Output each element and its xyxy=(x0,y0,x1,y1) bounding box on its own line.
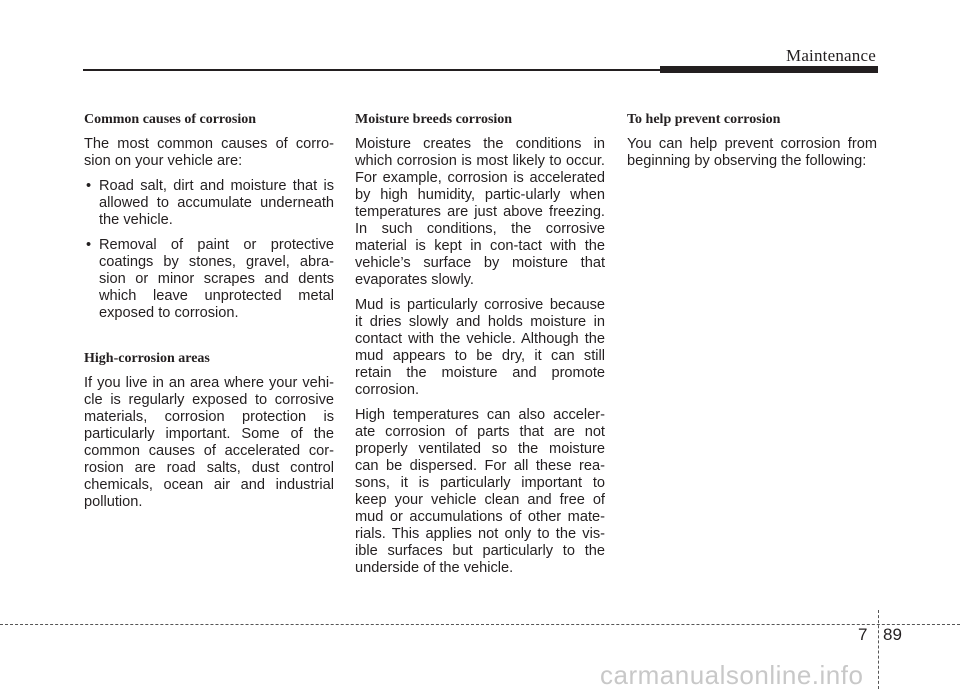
watermark-text: carmanualsonline.info xyxy=(600,660,864,690)
heading-high-corrosion: High-corrosion areas xyxy=(84,351,210,366)
paragraph-temperature: High temperatures can also acceler-ate corrosion of parts that are not properly ventilated so the moisture can be dispersed. For all these rea-sons, it is particularly important to keep your vehicle clean and free of mud or accumulations of other mate-rials. This applies not only to the vis-ible surfaces but particularly to the underside of the vehicle. xyxy=(355,407,605,576)
section-title: Maintenance xyxy=(786,46,876,65)
heading-common-causes: Common causes of corrosion xyxy=(84,112,257,127)
bullet-item xyxy=(84,178,334,229)
spacer xyxy=(84,330,334,350)
footer-rule xyxy=(0,624,960,625)
bullet-item xyxy=(84,237,334,322)
paragraph-high-corrosion: If you live in an area where your vehi-cle is regularly exposed to corrosive materials, corrosion protection is particularly important. Some of the common causes of accelerated cor-rosion are road salts, dust control chemicals, ocean air and industrial pollution. xyxy=(84,375,334,510)
chapter-number: 7 xyxy=(858,625,868,644)
column-left xyxy=(84,111,334,519)
heading-moisture: Moisture breeds corrosion xyxy=(355,112,513,127)
heading-prevent: To help prevent corrosion xyxy=(627,112,781,127)
footer-divider xyxy=(878,610,879,689)
paragraph-intro: The most common causes of corro-sion on your vehicle are: xyxy=(84,136,334,169)
paragraph-moisture: Moisture creates the conditions in which corrosion is most likely to occur. For example, corrosion is accelerated by high humidity, partic-ularly when temperatures are just above freezing. In such conditions, the corrosive material is kept in con-tact with the vehicle’s surface by moisture that evaporates slowly. xyxy=(355,136,605,288)
bullet-text: Road salt, dirt and moisture that is allowed to accumulate underneath the vehicle. xyxy=(99,178,334,228)
paragraph-prevent: You can help prevent corrosion from beginning by observing the following: xyxy=(627,136,877,169)
column-middle xyxy=(355,111,605,585)
column-right xyxy=(627,111,877,178)
page-number: 89 xyxy=(883,625,902,644)
bullet-icon: • xyxy=(86,178,92,194)
paragraph-mud: Mud is particularly corrosive because it dries slowly and holds moisture in contact with the vehicle. Although the mud appears to be dry, it can still retain the moisture and promote corrosion. xyxy=(355,297,605,398)
bullet-icon: • xyxy=(86,237,92,253)
bullet-text: Removal of paint or protective coatings by stones, gravel, abra-sion or minor scrapes and dents which leave unprotected metal exposed to corrosion. xyxy=(99,237,334,321)
header-rule-accent xyxy=(660,66,878,73)
